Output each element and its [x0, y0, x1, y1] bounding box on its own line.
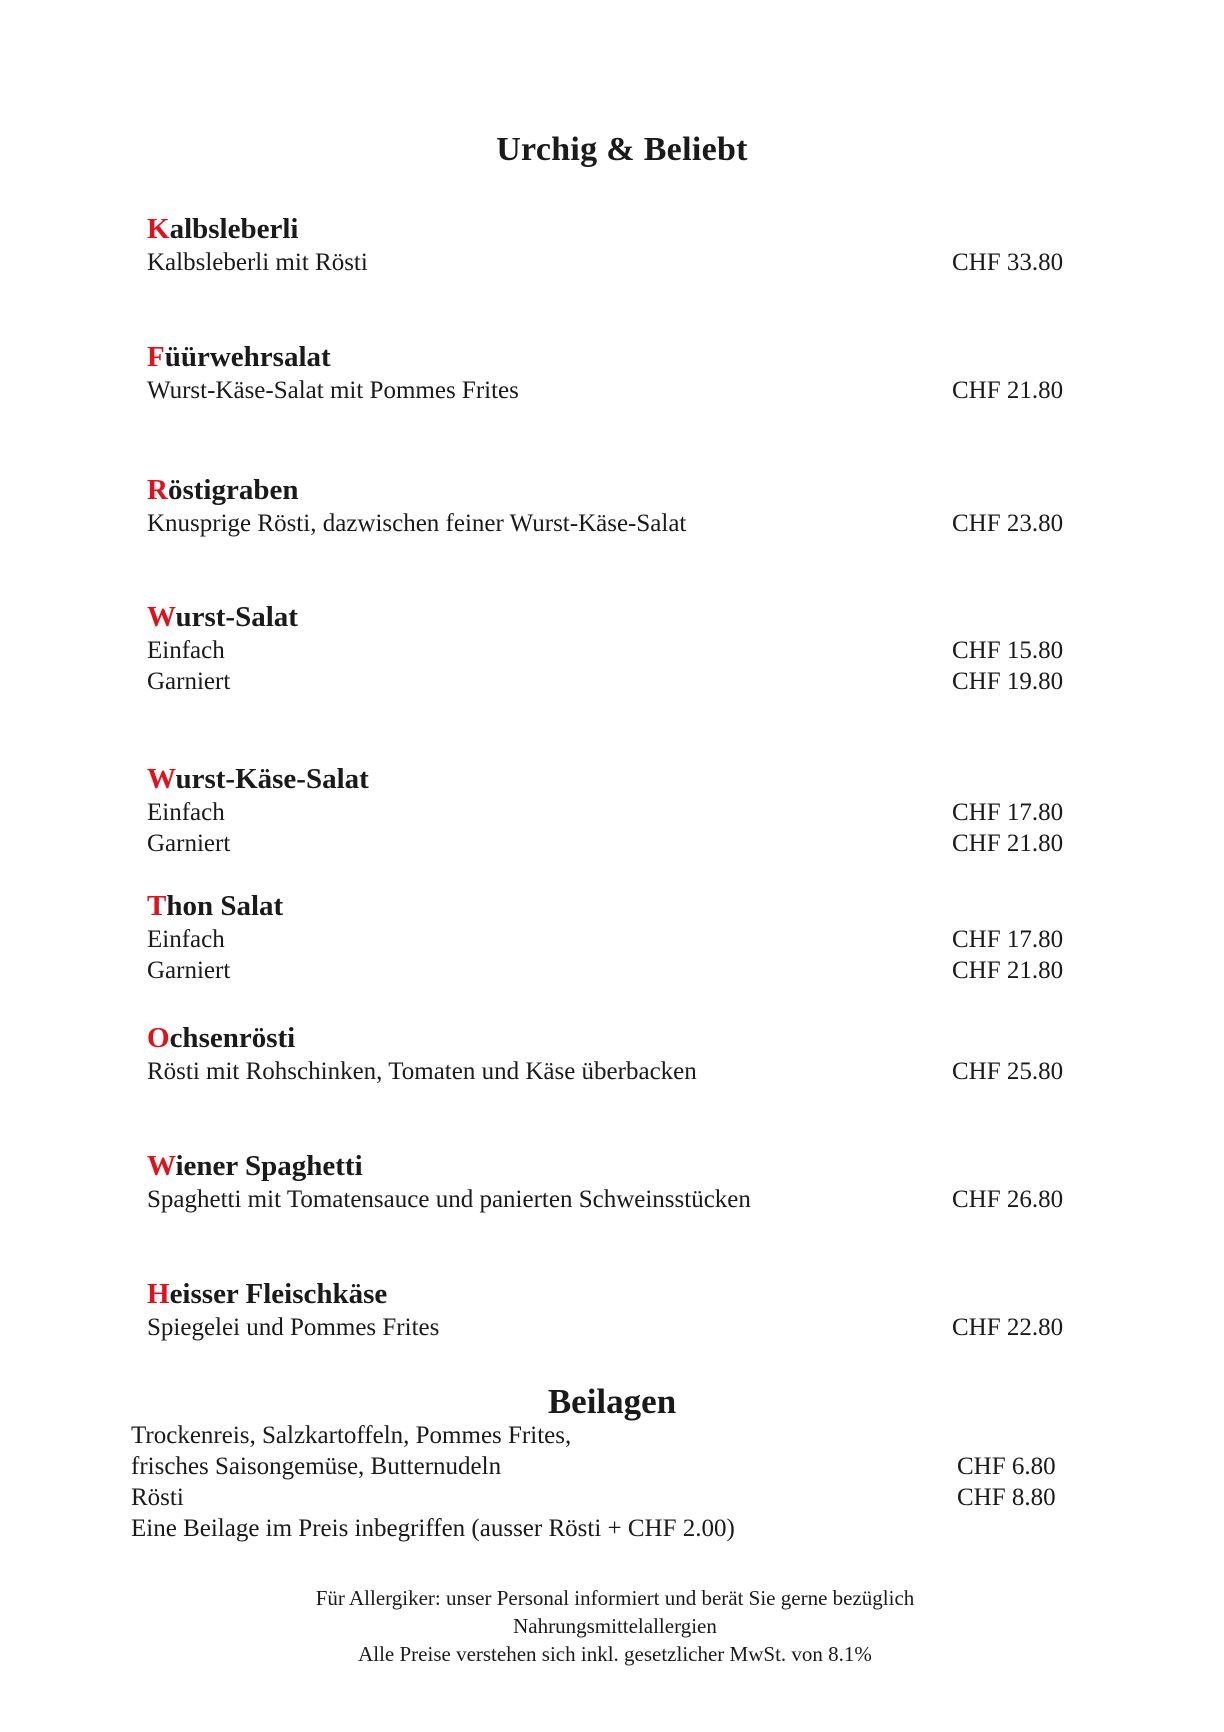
dish-initial: W [147, 601, 176, 633]
dish-name [147, 761, 1083, 797]
dish-name-rest: üürwehrsalat [164, 341, 331, 373]
footer-line-allergies: Nahrungsmittelallergien [513, 1614, 717, 1638]
dish-description: Spiegelei und Pommes Frites [147, 1314, 440, 1341]
dish-row [147, 955, 1083, 986]
dish-price: CHF 17.80 [952, 926, 1064, 953]
dish-row [147, 797, 1083, 828]
dish-price: CHF 23.80 [952, 510, 1064, 537]
menu-item-heisser-fleischkase [147, 1276, 1083, 1343]
dish-row [147, 1056, 1083, 1087]
dish-description: Knusprige Rösti, dazwischen feiner Wurst-Käse-Salat [147, 510, 687, 537]
dish-initial: O [147, 1022, 170, 1054]
dish-initial: W [147, 1150, 176, 1182]
menu-item-ochsenrosti [147, 1020, 1083, 1087]
dish-row [147, 1184, 1083, 1215]
page-title: Urchig & Beliebt [496, 131, 748, 168]
dish-name-rest: iener Spaghetti [175, 1150, 363, 1182]
dish-name [147, 1020, 1083, 1056]
beilagen-description: Eine Beilage im Preis inbegriffen (ausser Rösti + CHF 2.00) [131, 1515, 735, 1542]
menu-item-wurst-kase-salat [147, 761, 1083, 859]
dish-description: Garniert [147, 957, 231, 984]
dish-description: Garniert [147, 668, 231, 695]
dish-description: Garniert [147, 830, 231, 857]
allergy-footer [0, 1584, 1224, 1668]
dish-row [147, 666, 1083, 697]
footer-line-vat: Alle Preise verstehen sich inkl. gesetzlicher MwSt. von 8.1% [358, 1642, 872, 1666]
beilagen-description: Rösti [131, 1484, 184, 1511]
dish-name-rest: urst-Käse-Salat [175, 763, 369, 795]
dish-initial: T [147, 890, 167, 922]
beilagen-description: Trockenreis, Salzkartoffeln, Pommes Frites, [131, 1422, 572, 1449]
dish-price: CHF 33.80 [952, 249, 1064, 276]
dish-name [147, 599, 1083, 635]
dish-description: Einfach [147, 799, 225, 826]
beilagen-row [131, 1513, 1081, 1544]
dish-description: Kalbsleberli mit Rösti [147, 249, 368, 276]
dish-initial: W [147, 763, 176, 795]
dish-price: CHF 17.80 [952, 799, 1064, 826]
dish-price: CHF 25.80 [952, 1058, 1064, 1085]
dish-price: CHF 21.80 [952, 957, 1064, 984]
dish-name-rest: albsleberli [169, 213, 299, 245]
dish-price: CHF 22.80 [952, 1314, 1064, 1341]
beilagen-price: CHF 8.80 [957, 1484, 1056, 1511]
dish-name [147, 1148, 1083, 1184]
dish-name [147, 211, 1083, 247]
dish-row [147, 828, 1083, 859]
dish-price: CHF 21.80 [952, 377, 1064, 404]
dish-price: CHF 26.80 [952, 1186, 1064, 1213]
footer-line-allergy: Für Allergiker: unser Personal informiert und berät Sie gerne bezüglich [315, 1586, 915, 1610]
section-title-beilagen: Beilagen [547, 1382, 677, 1421]
menu-item-thon-salat [147, 888, 1083, 986]
dish-description: Spaghetti mit Tomatensauce und panierten Schweinsstücken [147, 1186, 751, 1213]
menu-item-rostigraben [147, 472, 1083, 539]
dish-row [147, 375, 1083, 406]
beilagen-row [131, 1451, 1081, 1482]
dish-name-rest: chsenrösti [169, 1022, 296, 1054]
beilagen-row [131, 1482, 1081, 1513]
beilagen-description: frisches Saisongemüse, Butternudeln [131, 1453, 502, 1480]
dish-description: Wurst-Käse-Salat mit Pommes Frites [147, 377, 519, 404]
dish-row [147, 1312, 1083, 1343]
dish-row [147, 924, 1083, 955]
beilagen-price: CHF 6.80 [957, 1453, 1056, 1480]
dish-initial: K [147, 213, 170, 245]
menu-item-wurst-salat [147, 599, 1083, 697]
dish-name [147, 472, 1083, 508]
dish-price: CHF 15.80 [952, 637, 1064, 664]
beilagen-row [131, 1420, 1081, 1451]
dish-description: Rösti mit Rohschinken, Tomaten und Käse überbacken [147, 1058, 697, 1085]
menu-item-wiener-spaghetti [147, 1148, 1083, 1215]
dish-name [147, 1276, 1083, 1312]
dish-description: Einfach [147, 926, 225, 953]
dish-initial: H [147, 1278, 170, 1310]
dish-row [147, 635, 1083, 666]
dish-name-rest: östigraben [167, 474, 299, 506]
menu-item-fuurwehrsalat [147, 339, 1083, 406]
dish-row [147, 247, 1083, 278]
beilagen-list [131, 1420, 1081, 1544]
dish-name [147, 339, 1083, 375]
dish-price: CHF 21.80 [952, 830, 1064, 857]
dish-description: Einfach [147, 637, 225, 664]
dish-name-rest: urst-Salat [175, 601, 298, 633]
menu-item-kalbsleberli [147, 211, 1083, 278]
dish-price: CHF 19.80 [952, 668, 1064, 695]
dish-name-rest: eisser Fleischkäse [169, 1278, 388, 1310]
dish-name [147, 888, 1083, 924]
dish-row [147, 508, 1083, 539]
dish-initial: R [147, 474, 168, 506]
dish-name-rest: hon Salat [166, 890, 284, 922]
dish-initial: F [147, 341, 165, 373]
